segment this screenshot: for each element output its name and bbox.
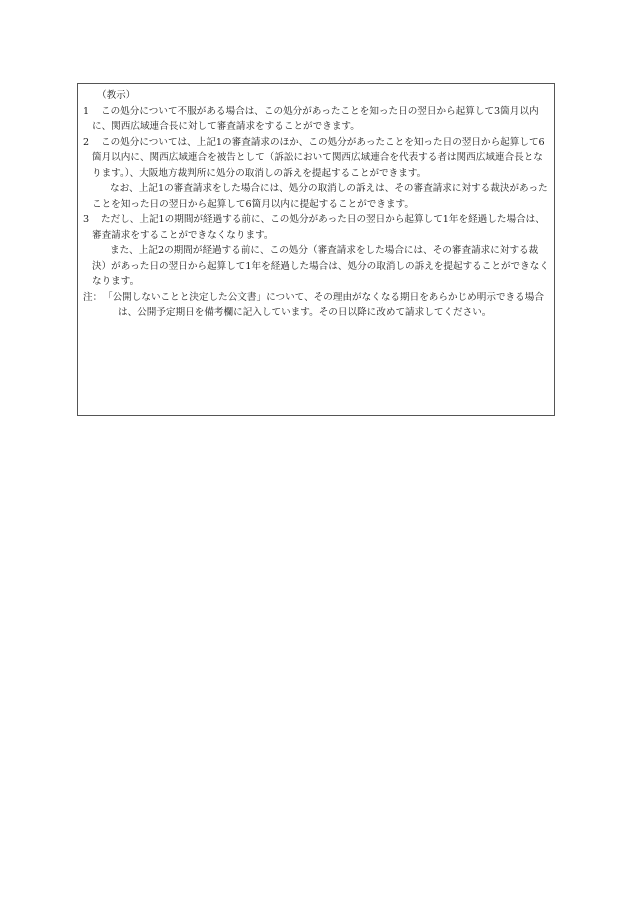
- note-text: 「公開しないことと決定した公文書」について、その理由がなくなる期日をあらかじめ明示できる場合は、公開予定期日を備考欄に記入しています。その日以降に改めて請求してください。: [103, 291, 544, 318]
- item-text: この処分については、上記1の審査請求のほか、この処分があったことを知った日の翌日から起算して6箇月以内に、関西広域連合を被告として（訴訟において関西広域連合を代表する者は関西広域連合長となります。）、大阪地方裁判所に処分の取消しの訴えを提起することができます。: [92, 136, 545, 179]
- notice-item-2-supplement: なお、上記1の審査請求をした場合には、処分の取消しの訴えは、その審査請求に対する裁決があったことを知った日の翌日から起算して6箇月以内に提起することができます。: [92, 183, 548, 210]
- notice-item-3-supplement: また、上記2の期間が経過する前に、この処分（審査請求をした場合には、その審査請求に対する裁決）があった日の翌日から起算して1年を経過した場合は、処分の取消しの訴えを提起することができなくなります。: [92, 245, 549, 287]
- instruction-notice-box: [77, 83, 555, 416]
- notice-heading: （教示）: [97, 90, 136, 101]
- notice-item-3: [83, 212, 549, 243]
- notice-item-2: [83, 135, 549, 182]
- note-label: 注：: [83, 291, 103, 303]
- item-number: 1: [83, 105, 90, 117]
- item-text: この処分について不服がある場合は、この処分があったことを知った日の翌日から起算して3箇月以内に、関西広域連合長に対して審査請求をすることができます。: [92, 105, 539, 132]
- notice-item-1: [83, 104, 549, 135]
- item-text: ただし、上記1の期間が経過する前に、この処分があった日の翌日から起算して1年を経過した場合は、審査請求をすることができなくなります。: [92, 214, 545, 241]
- item-number: 3: [83, 214, 90, 225]
- notice-note: [83, 290, 549, 321]
- item-number: 2: [83, 136, 90, 148]
